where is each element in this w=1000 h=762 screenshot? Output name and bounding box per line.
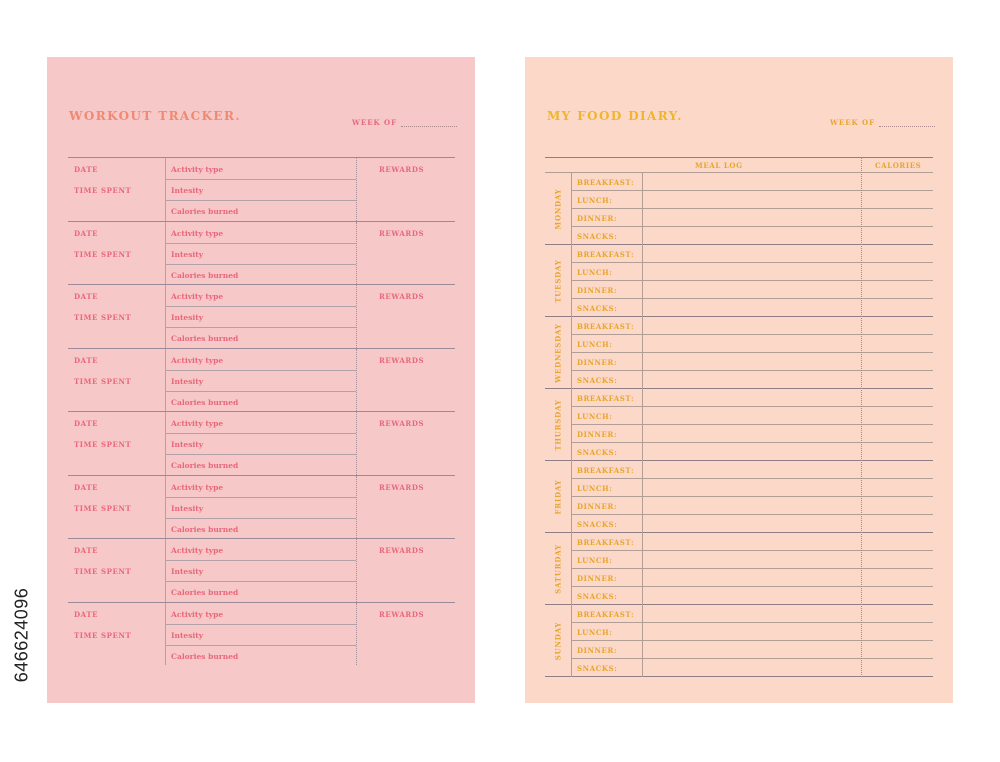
row-divider: [165, 454, 356, 455]
calories-burned-label: Calories burned: [171, 588, 239, 597]
day-name: WEDNESDAY: [553, 323, 563, 383]
row-divider: [165, 518, 356, 519]
rewards-divider: [356, 222, 357, 285]
column-divider: [165, 603, 166, 666]
workout-block: [68, 411, 455, 475]
column-divider: [165, 158, 166, 221]
activity-type-label: Activity type: [171, 482, 224, 492]
date-label: DATE: [74, 419, 99, 428]
intensity-label: Intesity: [171, 376, 204, 386]
time-spent-label: TIME SPENT: [74, 249, 132, 259]
calories-column-divider: [861, 157, 862, 677]
meal-row: [572, 623, 933, 641]
meal-entry-divider: [642, 389, 643, 461]
intensity-label: Intesity: [171, 567, 204, 576]
workout-block: [68, 538, 455, 602]
meal-label: SNACKS:: [577, 520, 618, 529]
meal-label: BREAKFAST:: [577, 538, 635, 547]
meal-label: BREAKFAST:: [577, 466, 635, 475]
meal-label: DINNER:: [577, 358, 618, 367]
meal-label: BREAKFAST:: [577, 178, 635, 187]
calories-burned-label: Calories burned: [171, 461, 239, 470]
rewards-label: REWARDS: [379, 292, 425, 301]
meal-label: SNACKS:: [577, 376, 618, 385]
calories-burned-label: Calories burned: [171, 524, 239, 534]
meal-row: [572, 587, 933, 605]
day-name: TUESDAY: [553, 259, 563, 303]
food-title: MY FOOD DIARY.: [547, 109, 683, 123]
meal-row: [572, 551, 933, 569]
rewards-divider: [356, 349, 357, 412]
column-divider: [165, 476, 166, 539]
day-block: [545, 533, 933, 605]
meal-row: [572, 227, 933, 245]
activity-type-label: Activity type: [171, 609, 224, 619]
activity-type-label: Activity type: [171, 419, 224, 428]
workout-block: [68, 284, 455, 348]
row-divider: [165, 327, 356, 328]
row-divider: [165, 264, 356, 265]
workout-tracker-sheet: [47, 57, 475, 703]
meal-row: [572, 425, 933, 443]
food-diary-sheet: [525, 57, 953, 703]
row-divider: [165, 243, 356, 244]
rewards-label: REWARDS: [379, 419, 425, 428]
day-block: [545, 389, 933, 461]
meal-entry-divider: [642, 461, 643, 533]
intensity-label: Intesity: [171, 440, 204, 449]
activity-type-label: Activity type: [171, 165, 224, 174]
date-label: DATE: [74, 546, 99, 555]
rewards-divider: [356, 412, 357, 475]
time-spent-label: TIME SPENT: [74, 630, 132, 640]
meal-label: DINNER:: [577, 430, 618, 439]
day-block: [545, 245, 933, 317]
meal-row: [572, 389, 933, 407]
workout-title: WORKOUT TRACKER.: [69, 109, 241, 123]
meal-label: SNACKS:: [577, 232, 618, 241]
date-label: DATE: [74, 482, 99, 492]
rewards-divider: [356, 603, 357, 666]
meal-label: LUNCH:: [577, 628, 613, 637]
meal-row: [572, 245, 933, 263]
workout-block: [68, 348, 455, 412]
rewards-label: REWARDS: [379, 482, 425, 492]
meal-label: SNACKS:: [577, 448, 618, 457]
meal-row: [572, 497, 933, 515]
rewards-label: REWARDS: [379, 355, 425, 365]
rewards-divider: [356, 158, 357, 221]
meal-label: DINNER:: [577, 574, 618, 583]
row-divider: [165, 497, 356, 498]
meal-entry-divider: [642, 533, 643, 605]
meal-label: SNACKS:: [577, 664, 618, 673]
rewards-label: REWARDS: [379, 165, 425, 174]
day-column-divider: [571, 173, 572, 677]
day-block: [545, 461, 933, 533]
meal-label: LUNCH:: [577, 484, 613, 493]
day-block: [545, 605, 933, 677]
meal-row: [572, 173, 933, 191]
meal-row: [572, 263, 933, 281]
column-divider: [165, 539, 166, 602]
week-of-line: [879, 126, 935, 127]
time-spent-label: TIME SPENT: [74, 313, 132, 322]
row-divider: [165, 560, 356, 561]
meal-row: [572, 191, 933, 209]
time-spent-label: TIME SPENT: [74, 376, 132, 386]
row-divider: [165, 581, 356, 582]
date-label: DATE: [74, 165, 99, 174]
meal-entry-divider: [642, 605, 643, 677]
day-name: SUNDAY: [553, 621, 563, 661]
meal-row: [572, 461, 933, 479]
meal-label: SNACKS:: [577, 304, 618, 313]
row-divider: [165, 370, 356, 371]
food-week-of: [830, 118, 935, 127]
meal-label: DINNER:: [577, 502, 618, 511]
meal-row: [572, 515, 933, 533]
day-name: SATURDAY: [553, 544, 563, 594]
date-label: DATE: [74, 609, 99, 619]
time-spent-label: TIME SPENT: [74, 186, 132, 195]
activity-type-label: Activity type: [171, 355, 224, 365]
meal-label: DINNER:: [577, 646, 618, 655]
activity-type-label: Activity type: [171, 292, 224, 301]
workout-block: [68, 221, 455, 285]
calories-burned-label: Calories burned: [171, 270, 239, 280]
calories-header: CALORIES: [875, 161, 922, 170]
rewards-divider: [356, 476, 357, 539]
day-name: FRIDAY: [553, 479, 563, 515]
day-name: THURSDAY: [553, 399, 563, 451]
meal-row: [572, 659, 933, 677]
intensity-label: Intesity: [171, 249, 204, 259]
workout-block: [68, 602, 455, 666]
rewards-divider: [356, 539, 357, 602]
meal-label: BREAKFAST:: [577, 610, 635, 619]
intensity-label: Intesity: [171, 630, 204, 640]
row-divider: [165, 306, 356, 307]
meal-row: [572, 353, 933, 371]
meal-row: [572, 281, 933, 299]
meal-label: BREAKFAST:: [577, 250, 635, 259]
rewards-divider: [356, 285, 357, 348]
time-spent-label: TIME SPENT: [74, 440, 132, 449]
meal-label: BREAKFAST:: [577, 322, 635, 331]
meal-entry-divider: [642, 245, 643, 317]
date-label: DATE: [74, 228, 99, 238]
meal-row: [572, 641, 933, 659]
column-divider: [165, 349, 166, 412]
meal-log-header: MEAL LOG: [695, 161, 743, 170]
time-spent-label: TIME SPENT: [74, 503, 132, 513]
meal-label: LUNCH:: [577, 268, 613, 277]
week-of-label: WEEK OF: [352, 118, 398, 127]
workout-block: [68, 475, 455, 539]
rewards-label: REWARDS: [379, 546, 425, 555]
meal-row: [572, 299, 933, 317]
calories-burned-label: Calories burned: [171, 651, 239, 661]
meal-row: [572, 533, 933, 551]
date-label: DATE: [74, 355, 99, 365]
meal-row: [572, 443, 933, 461]
calories-burned-label: Calories burned: [171, 334, 239, 343]
week-of-line: [401, 126, 457, 127]
row-divider: [165, 391, 356, 392]
meal-label: LUNCH:: [577, 196, 613, 205]
time-spent-label: TIME SPENT: [74, 567, 132, 576]
meal-row: [572, 317, 933, 335]
meal-row: [572, 569, 933, 587]
row-divider: [165, 200, 356, 201]
meal-label: LUNCH:: [577, 340, 613, 349]
meal-row: [572, 407, 933, 425]
meal-label: LUNCH:: [577, 556, 613, 565]
workout-block: [68, 157, 455, 221]
meal-label: BREAKFAST:: [577, 394, 635, 403]
meal-entry-divider: [642, 173, 643, 245]
rewards-label: REWARDS: [379, 228, 425, 238]
meal-label: DINNER:: [577, 214, 618, 223]
week-of-label: WEEK OF: [830, 118, 876, 127]
meal-label: DINNER:: [577, 286, 618, 295]
workout-week-of: [352, 118, 457, 127]
date-label: DATE: [74, 292, 99, 301]
stock-id-text: 646624096: [11, 587, 32, 683]
row-divider: [165, 624, 356, 625]
row-divider: [165, 179, 356, 180]
column-divider: [165, 285, 166, 348]
food-table-header: [545, 157, 933, 173]
activity-type-label: Activity type: [171, 546, 224, 555]
meal-row: [572, 209, 933, 227]
meal-entry-divider: [642, 317, 643, 389]
column-divider: [165, 412, 166, 475]
meal-label: LUNCH:: [577, 412, 613, 421]
activity-type-label: Activity type: [171, 228, 224, 238]
meal-row: [572, 479, 933, 497]
meal-row: [572, 371, 933, 389]
meal-row: [572, 335, 933, 353]
rewards-label: REWARDS: [379, 609, 425, 619]
row-divider: [165, 645, 356, 646]
intensity-label: Intesity: [171, 313, 204, 322]
meal-label: SNACKS:: [577, 592, 618, 601]
intensity-label: Intesity: [171, 186, 204, 195]
intensity-label: Intesity: [171, 503, 204, 513]
column-divider: [165, 222, 166, 285]
row-divider: [165, 433, 356, 434]
day-block: [545, 173, 933, 245]
calories-burned-label: Calories burned: [171, 397, 239, 407]
day-block: [545, 317, 933, 389]
calories-burned-label: Calories burned: [171, 207, 239, 216]
day-name: MONDAY: [553, 188, 563, 230]
meal-row: [572, 605, 933, 623]
